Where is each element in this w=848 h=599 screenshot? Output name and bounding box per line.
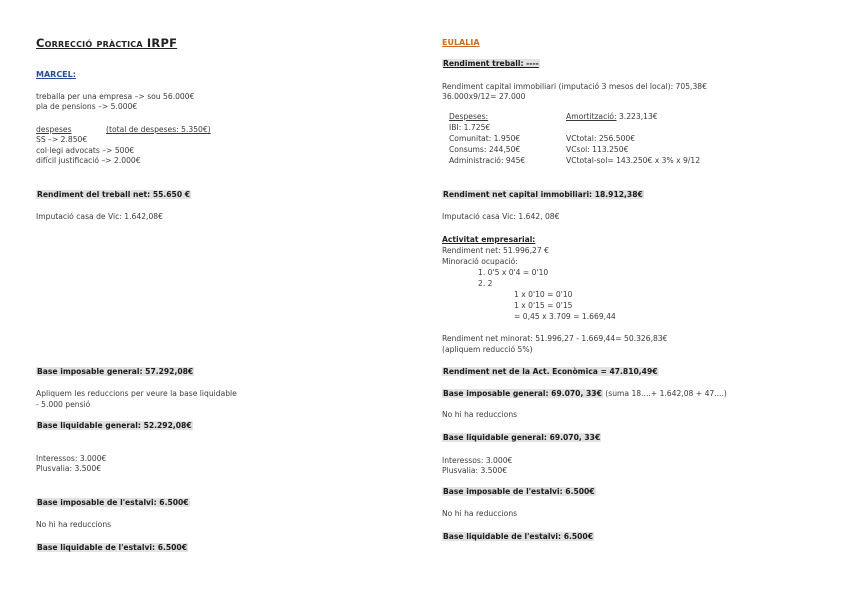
calc-line-5: = 0,45 x 3.709 = 1.669,44 <box>514 312 616 321</box>
amortitzacio-value: 3.223,13€ <box>616 112 658 121</box>
amortitzacio-label: Amortització: <box>566 112 617 121</box>
reduccio-note: (apliquem reducció 5%) <box>442 345 533 354</box>
capital-immobiliari-line: Rendiment capital immobiliari (imputació 3 mesos del local): 705,38€ <box>442 82 707 91</box>
vc-formula: VCtotal-sol= 143.250€ x 3% x 9/12 <box>566 156 701 165</box>
rendiment-net-minorat: Rendiment net minorat: 51.996,27 - 1.669,44= 50.326,83€ <box>442 334 668 343</box>
despeses-label: despeses <box>36 125 72 134</box>
activitat-empresarial-label: Activitat empresarial: <box>442 235 536 244</box>
base-liquidable-estalvi: Base liquidable de l'estalvi: 6.500€ <box>443 532 593 541</box>
imputacio-casa-vic: Imputació casa de Vic: 1.642,08€ <box>36 212 163 221</box>
despesa-collegi: col·legi advocats –> 500€ <box>36 146 135 155</box>
despesa-justificacio: difícil justificació –> 2.000€ <box>36 156 141 165</box>
rendiment-net: Rendiment net: 51.996,27 € <box>442 246 549 255</box>
despeses-label: Despeses: <box>449 112 489 121</box>
rendiment-capital-immobiliari: Rendiment net capital immobiliari: 18.912,38€ <box>443 190 643 199</box>
capital-calc-line: 36.000x9/12= 27.000 <box>442 92 526 101</box>
plusvalua: Plusvalia: 3.500€ <box>36 464 102 473</box>
person-heading-marcel: MARCEL: <box>36 70 76 79</box>
base-liquidable-general: Base liquidable general: 52.292,08€ <box>37 421 192 430</box>
imputacio-casa-vic: Imputació casa Vic: 1.642, 08€ <box>442 212 560 221</box>
base-imposable-suma: (suma 18....+ 1.642,08 + 47....) <box>602 389 727 398</box>
person-heading-eulalia: EULALIA <box>442 38 480 47</box>
rendiment-treball-net: Rendiment del treball net: 55.650 € <box>37 190 191 199</box>
despesa-consums: Consums: 244,50€ <box>449 145 521 154</box>
calc-line-1: 1. 0'5 x 0'4 = 0'10 <box>478 268 549 277</box>
no-reduccions: No hi ha reduccions <box>36 520 112 529</box>
vc-sol: VCsol: 113.250€ <box>566 145 629 154</box>
minoracio-ocupacio: Minoració ocupació: <box>442 257 518 266</box>
rendiment-net-activitat: Rendiment net de la Act. Econòmica = 47.810,49€ <box>443 367 658 376</box>
no-reduccions-estalvi: No hi ha reduccions <box>442 509 518 518</box>
amortitzacio-line <box>566 112 658 121</box>
treball-line: treballa per una empresa –> sou 56.000€ <box>36 92 195 101</box>
calc-line-4: 1 x 0'15 = 0'15 <box>514 301 573 310</box>
despesa-ibi: IBI: 1.725€ <box>449 123 491 132</box>
interessos: Interessos: 3.000€ <box>36 454 107 463</box>
base-imposable-estalvi: Base imposable de l'estalvi: 6.500€ <box>443 487 595 496</box>
plusvalua: Plusvalia: 3.500€ <box>442 466 508 475</box>
base-liquidable-general: Base liquidable general: 69.070, 33€ <box>443 433 601 442</box>
page-title: Correcció pràctica IRPF <box>36 36 178 50</box>
reduccions-text: Apliquem les reduccions per veure la base liquidable <box>36 389 237 398</box>
rendiment-treball: Rendiment treball: ---- <box>443 59 539 68</box>
calc-line-2: 2. 2 <box>478 279 493 288</box>
vc-total: VCtotal: 256.500€ <box>566 134 636 143</box>
despeses-total: (total de despeses: 5.350€) <box>106 125 211 134</box>
despesa-ss: SS –> 2.850€ <box>36 135 88 144</box>
no-reduccions: No hi ha reduccions <box>442 410 518 419</box>
despesa-administracio: Administració: 945€ <box>449 156 526 165</box>
base-imposable-general: Base imposable general: 69.070, 33€ <box>443 389 602 398</box>
interessos: Interessos: 3.000€ <box>442 456 513 465</box>
base-imposable-general-line <box>442 389 727 398</box>
despesa-comunitat: Comunitat: 1.950€ <box>449 134 521 143</box>
base-imposable-general: Base imposable general: 57.292,08€ <box>37 367 194 376</box>
base-liquidable-estalvi: Base liquidable de l'estalvi: 6.500€ <box>37 543 187 552</box>
reduccio-pensio: - 5.000 pensió <box>36 400 91 409</box>
pensions-line: pla de pensions –> 5.000€ <box>36 102 138 111</box>
calc-line-3: 1 x 0'10 = 0'10 <box>514 290 573 299</box>
base-imposable-estalvi: Base imposable de l'estalvi: 6.500€ <box>37 498 189 507</box>
